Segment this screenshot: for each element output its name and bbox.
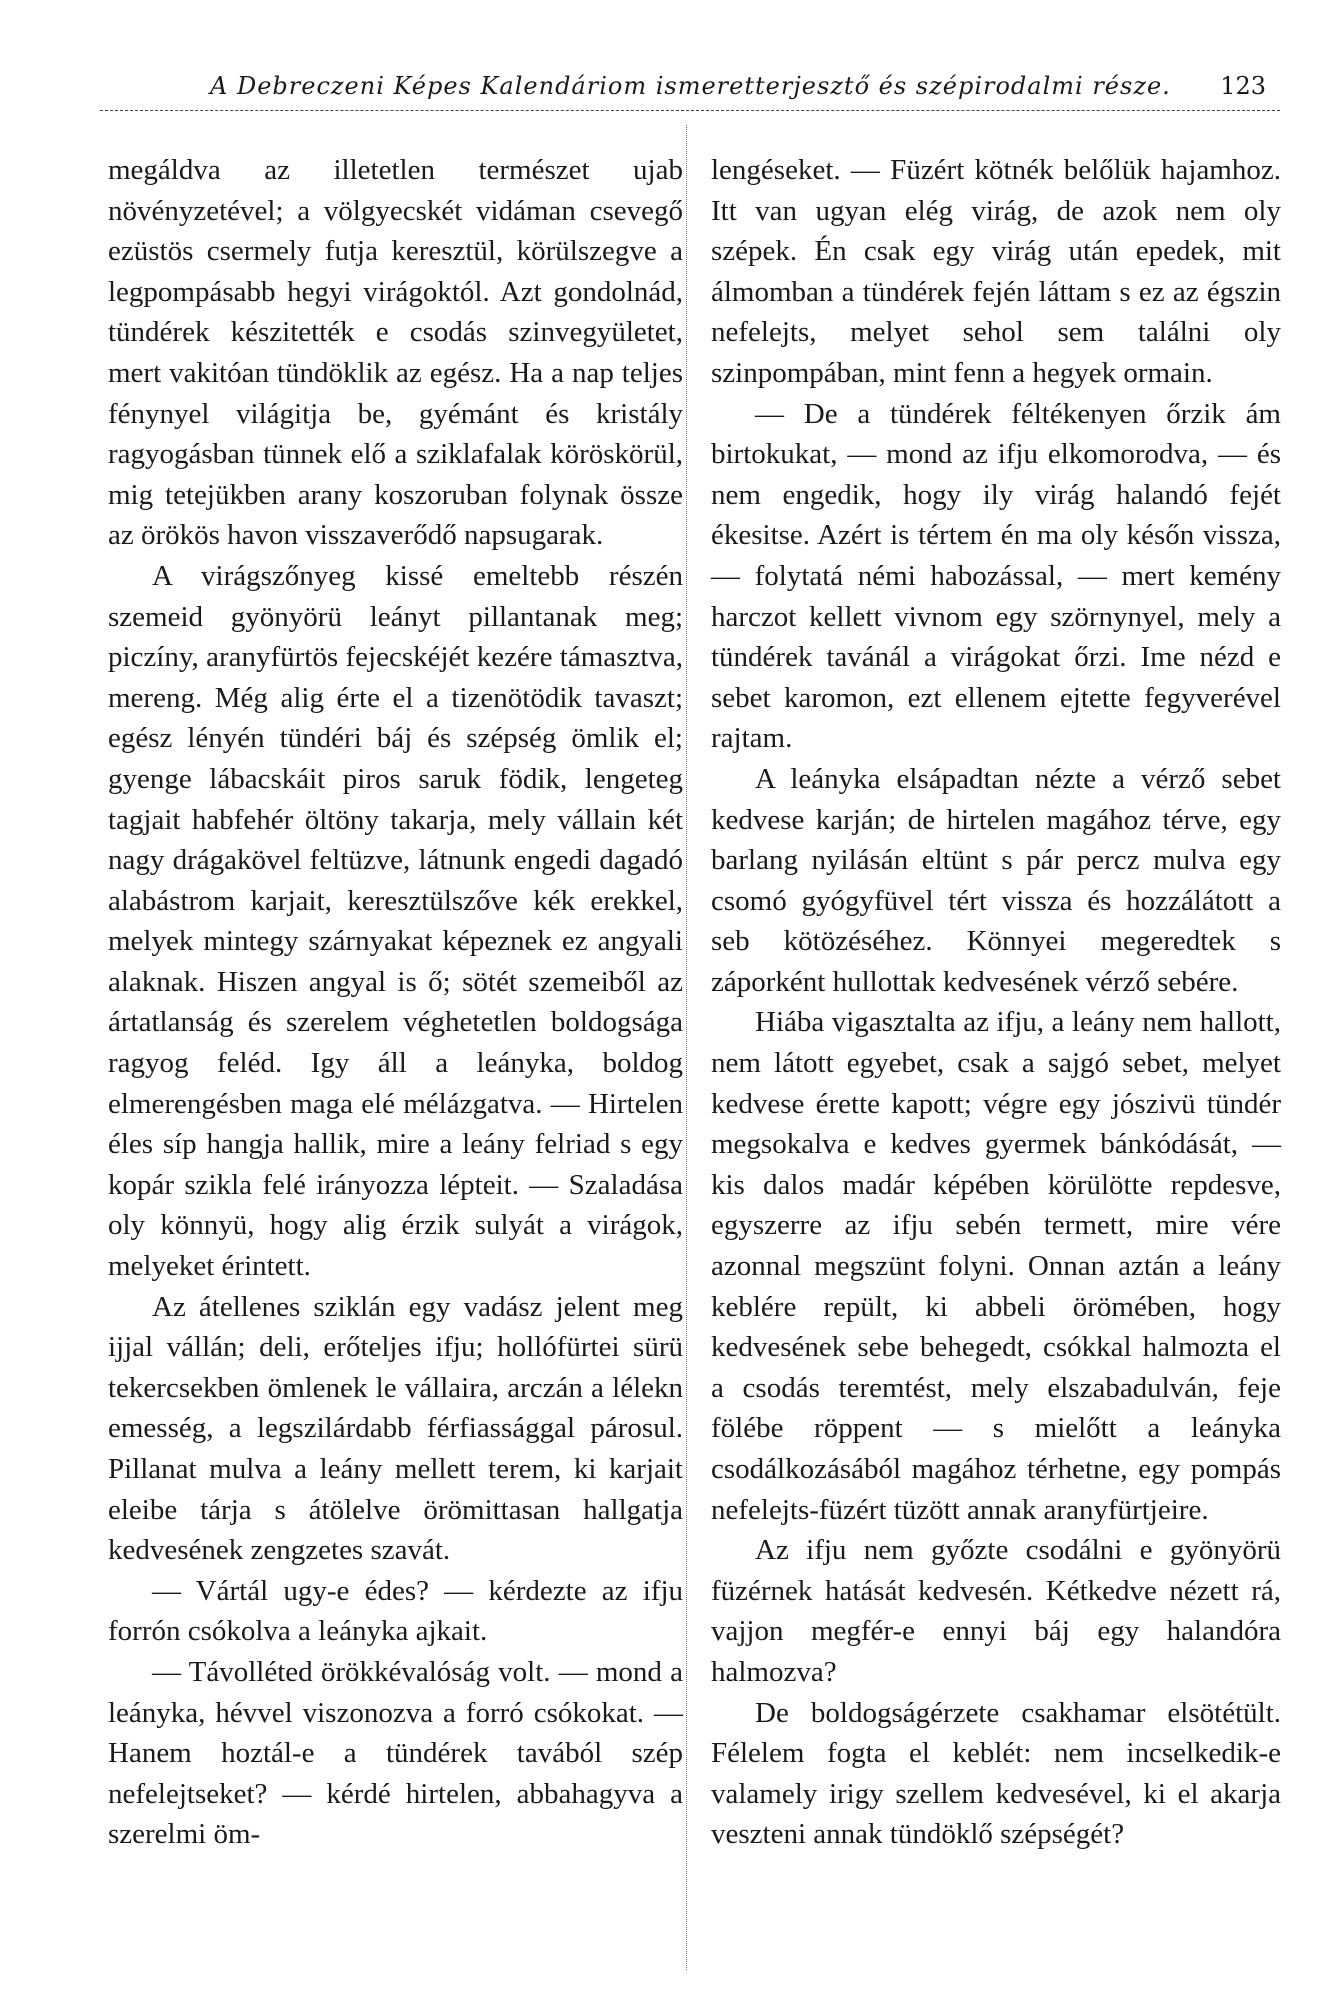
paragraph: — Vártál ugy-e édes? — kérdezte az ifju forrón csókolva a leányka ajkait. [108, 1574, 683, 1648]
paragraph: — De a tündérek féltékenyen őrzik ám birtokukat, — mond az ifju elkomorodva, — és nem engedik, hogy ily virág halandó fejét ékesitse. Azért is tértem én ma oly későn vissza, — folytatá némi habozással, — mert kemény harczot kellett vivnom egy szörnynyel, mely a tündérek tavánál a virágokat őrzi. Ime nézd e sebet karomon, ezt ellenem ejtette fegyverével rajtam. [711, 397, 1281, 755]
paragraph: A leányka elsápadtan nézte a vérző sebet kedvese karján; de hirtelen magához térve, egy barlang nyilásán eltünt s pár percz mulva egy csomó gyógyfüvel tért vissza és hozzálátott a seb kötözéséhez. Könnyei megeredtek s záporként hullottak kedvesének vérző sebére. [711, 762, 1281, 998]
paragraph: A virágszőnyeg kissé emeltebb részén szemeid gyönyörü leányt pillantanak meg; piczíny, aranyfürtös fejecskéjét kezére támasztva, mereng. Még alig érte el a tizenötödik tavaszt; egész lényén tündéri báj és szépség ömlik el; gyenge lábacskáit piros saruk födik, lengeteg tagjait habfehér öltöny takarja, mely vállain két nagy drágakövel feltüzve, látnunk engedi dagadó alabástrom karjait, keresztülszőve kék erekkel, melyek mintegy szárnyakat képeznek ez angyali alaknak. Hiszen angyal is ő; sötét szemeiből az ártatlanság és szerelem véghetetlen boldogsága ragyog feléd. Igy áll a leányka, boldog elmerengésben maga elé mélázgatva. — Hirtelen éles síp hangja hallik, mire a leány felriad s egy kopár szikla felé irányozza lépteit. — Szaladása oly könnyü, hogy alig érzik sulyát a virágok, melyeket érintett. [108, 559, 683, 1283]
right-column [711, 150, 1281, 1855]
paragraph: Az átellenes sziklán egy vadász jelent meg ijjal vállán; deli, erőteljes ifju; hollófürtei sürü tekercsekben ömlenek le vállaira, arczán a lélekn emesség, a legszilárdabb férfiassággal párosul. Pillanat mulva a leány mellett terem, ki karjait eleibe tárja s átölelve örömittasan hallgatja kedvesének zengzetes szavát. [108, 1290, 683, 1567]
left-column [108, 150, 683, 1855]
paragraph: De boldogságérzete csakhamar elsötétült. Félelem fogta el keblét: nem incselkedik-e valamely irigy szellem kedvesével, ki el akarja veszteni annak tündöklő szépségét? [711, 1696, 1281, 1851]
paragraph: lengéseket. — Füzért kötnék belőlük hajamhoz. Itt van ugyan elég virág, de azok nem oly szépek. Én csak egy virág után epedek, mit álmomban a tündérek fején láttam s ez az égszin nefelejts, melyet sehol sem találni oly szinpompában, mint fenn a hegyek ormain. [711, 154, 1281, 389]
running-title: A Debreczeni Képes Kalendáriom ismeretterjesztő és szépirodalmi része. [210, 72, 1171, 100]
column-divider [686, 125, 687, 1970]
paragraph: — Távolléted örökkévalóság volt. — mond a leányka, hévvel viszonozva a forró csókokat. — Hanem hoztál-e a tündérek tavából szép nefelejtseket? — kérdé hirtelen, abbahagyva a szerelmi öm- [108, 1655, 683, 1851]
paragraph: Hiába vigasztalta az ifju, a leány nem hallott, nem látott egyebet, csak a sajgó sebet, melyet kedvese érette kapott; végre egy jószivü tündér megsokalva e kedves gyermek bánkódását, — kis dalos madár képében körülötte repdesve, egyszerre az ifju sebén termett, mire vére azonnal megszünt folyni. Onnan aztán a leány keblére repült, ki abbeli örömében, hogy kedvesének sebe behegedt, csókkal halmozta el a csodás teremtést, mely elszabadulván, feje fölébe röppent — s mielőtt a leányka csodálkozásából magához térhetne, egy pompás nefelejts-füzért tüzött annak aranyfürtjeire. [711, 1006, 1281, 1526]
paragraph: megáldva az illetetlen természet ujab növényzetével; a völgyecskét vidáman csevegő ezüstös csermely futja keresztül, körülszegve a legpompásabb hegyi virágoktól. Azt gondolnád, tündérek készitették e csodás szinvegyületet, mert vakitóan tündöklik az egész. Ha a nap teljes fénynyel világitja be, gyémánt és kristály ragyogásban tünnek elő a sziklafalak köröskörül, mig tetejükben arany koszoruban folynak össze az örökös havon visszaverődő napsugarak. [108, 154, 683, 552]
paragraph: Az ifju nem győzte csodálni e gyönyörü füzérnek hatását kedvesén. Kétkedve nézett rá, vajjon megfér-e ennyi báj egy halandóra halmozva? [711, 1534, 1281, 1688]
page-header [100, 70, 1280, 111]
page-number: 123 [1220, 72, 1266, 100]
